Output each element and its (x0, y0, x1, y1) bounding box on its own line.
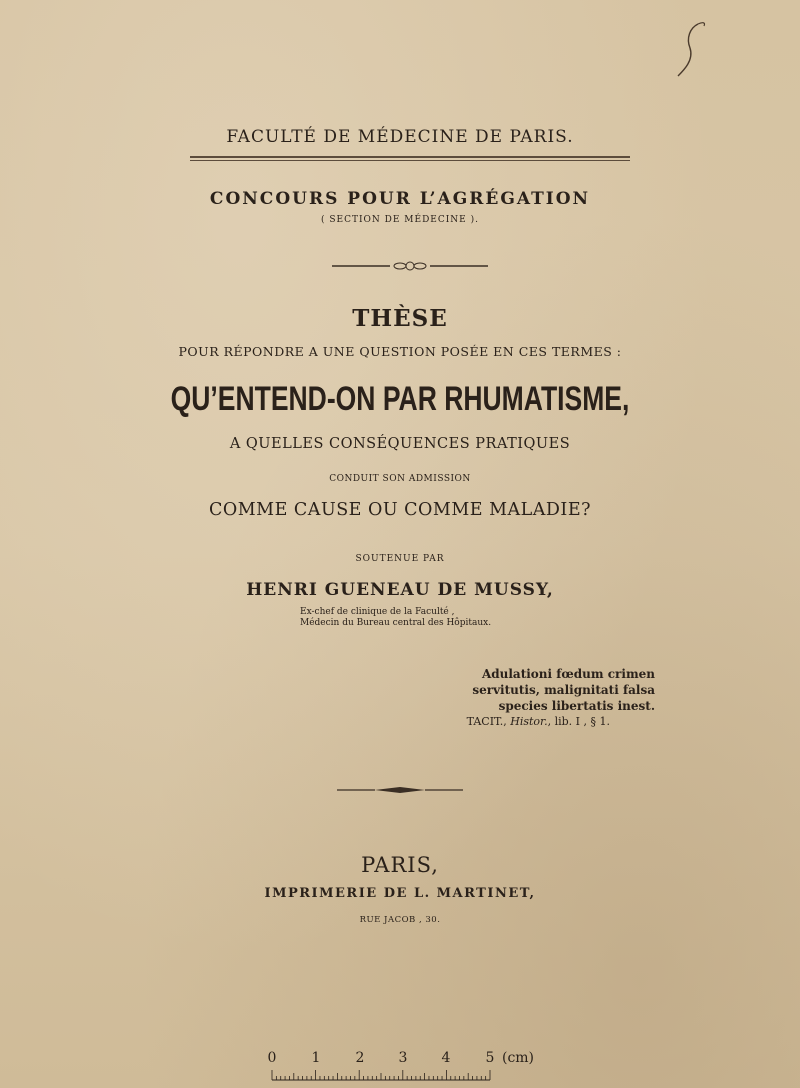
ornament-divider (335, 784, 465, 796)
ornament-divider (330, 260, 490, 272)
these-title: THÈSE (352, 305, 448, 332)
scale-label: 2 (355, 1050, 365, 1066)
question-line-3: CONDUIT SON ADMISSION (329, 474, 471, 484)
cite-work: Histor. (510, 715, 548, 728)
main-question: QU’ENTEND-ON PAR RHUMATISME, (170, 380, 630, 418)
cite-ref: , lib. I , § 1. (547, 715, 610, 728)
double-rule (190, 156, 630, 162)
scale-label: 1 (311, 1050, 321, 1066)
question-intro: POUR RÉPONDRE A UNE QUESTION POSÉE EN CES TERMES : (178, 344, 622, 359)
handwritten-mark (668, 18, 708, 78)
printer-address: RUE JACOB , 30. (359, 915, 441, 925)
question-line-4: COMME CAUSE OU COMME MALADIE? (209, 500, 591, 520)
printer: IMPRIMERIE DE L. MARTINET, (264, 886, 536, 901)
epigraph (455, 666, 655, 714)
city: PARIS, (361, 853, 439, 877)
credit-line: Médecin du Bureau central des Hôpitaux. (300, 618, 492, 628)
scale-label: 3 (398, 1050, 408, 1066)
scale-unit: (cm) (501, 1050, 535, 1066)
cite-author: TACIT., (466, 715, 507, 728)
section-subheading: ( SECTION DE MÉDECINE ). (320, 215, 479, 225)
scale-label: 5 (485, 1050, 495, 1066)
epigraph-citation (440, 715, 610, 728)
epigraph-line: servitutis, malignitati falsa (472, 683, 655, 697)
author-name: HENRI GUENEAU DE MUSSY, (246, 580, 554, 600)
author-credits (300, 607, 540, 629)
epigraph-line: Adulationi fœdum crimen (481, 667, 655, 681)
concours-heading: CONCOURS POUR L’AGRÉGATION (209, 189, 591, 209)
question-line-2: A QUELLES CONSÉQUENCES PRATIQUES (229, 436, 571, 452)
faculty-heading: FACULTÉ DE MÉDECINE DE PARIS. (226, 127, 574, 147)
soutenue-label: SOUTENUE PAR (355, 554, 445, 564)
scale-ruler (260, 1068, 540, 1082)
scale-bar (260, 1050, 540, 1085)
epigraph-line: species libertatis inest. (498, 699, 655, 713)
credit-line: Ex-chef de clinique de la Faculté , (300, 607, 455, 617)
scale-label: 4 (441, 1050, 451, 1066)
scale-label: 0 (267, 1050, 277, 1066)
